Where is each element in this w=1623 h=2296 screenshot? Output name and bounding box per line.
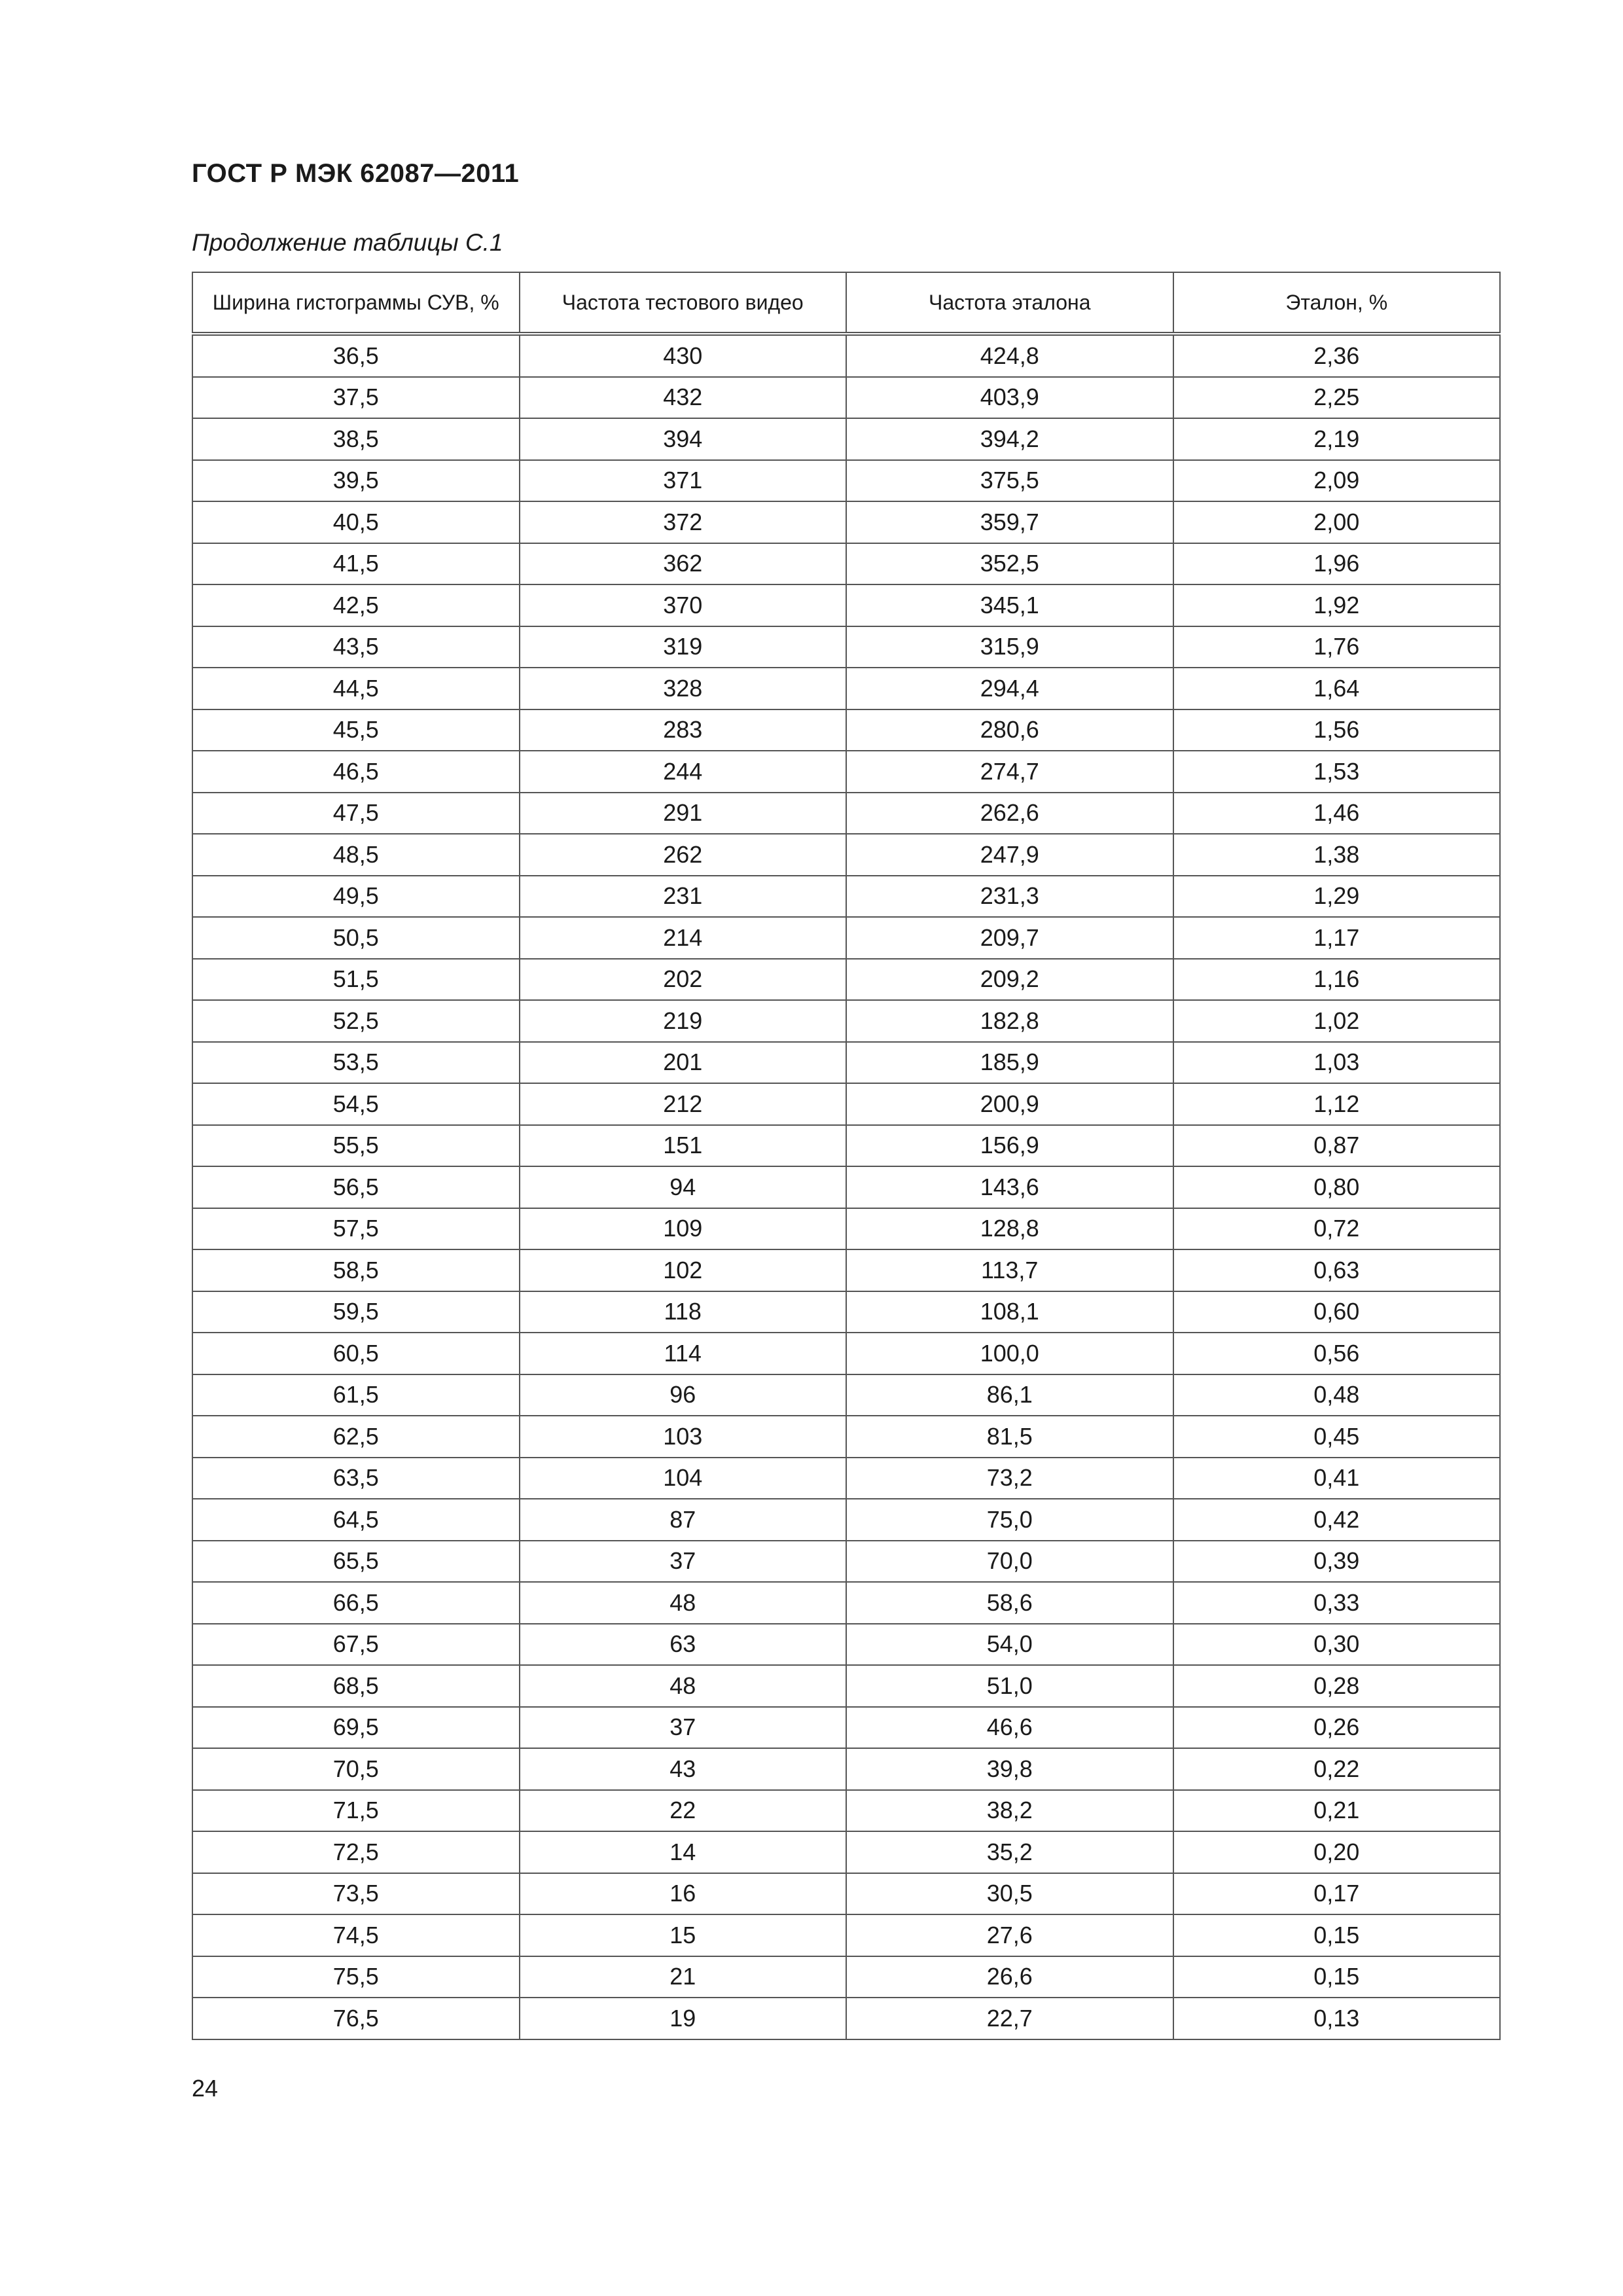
table-row: [192, 1873, 1500, 1915]
cell-reference-percent: 0,63: [1173, 1249, 1501, 1291]
cell-test-video-frequency: 102: [520, 1249, 847, 1291]
cell-reference-percent: 0,15: [1173, 1914, 1501, 1956]
cell-reference-percent: 1,16: [1173, 959, 1501, 1001]
table-body: [192, 334, 1500, 2039]
cell-reference-frequency: 200,9: [846, 1083, 1173, 1125]
cell-histogram-width: 54,5: [192, 1083, 520, 1125]
cell-test-video-frequency: 394: [520, 418, 847, 460]
cell-reference-percent: 0,60: [1173, 1291, 1501, 1333]
cell-reference-percent: 1,76: [1173, 626, 1501, 668]
table-header-row: [192, 272, 1500, 334]
cell-reference-frequency: 22,7: [846, 1998, 1173, 2039]
cell-test-video-frequency: 114: [520, 1333, 847, 1374]
cell-reference-percent: 1,29: [1173, 876, 1501, 918]
cell-reference-frequency: 100,0: [846, 1333, 1173, 1374]
table-row: [192, 917, 1500, 959]
cell-test-video-frequency: 96: [520, 1374, 847, 1416]
cell-histogram-width: 46,5: [192, 751, 520, 793]
cell-test-video-frequency: 214: [520, 917, 847, 959]
cell-histogram-width: 41,5: [192, 543, 520, 585]
cell-histogram-width: 55,5: [192, 1125, 520, 1167]
cell-test-video-frequency: 201: [520, 1042, 847, 1084]
table-row: [192, 543, 1500, 585]
cell-reference-frequency: 274,7: [846, 751, 1173, 793]
cell-test-video-frequency: 37: [520, 1541, 847, 1583]
cell-reference-frequency: 231,3: [846, 876, 1173, 918]
cell-histogram-width: 65,5: [192, 1541, 520, 1583]
cell-reference-percent: 0,39: [1173, 1541, 1501, 1583]
cell-reference-frequency: 27,6: [846, 1914, 1173, 1956]
table-row: [192, 418, 1500, 460]
table-row: [192, 1125, 1500, 1167]
cell-histogram-width: 38,5: [192, 418, 520, 460]
cell-reference-percent: 0,22: [1173, 1748, 1501, 1790]
table-row: [192, 1582, 1500, 1624]
page-number: 24: [192, 2075, 219, 2102]
cell-reference-frequency: 108,1: [846, 1291, 1173, 1333]
table-row: [192, 460, 1500, 502]
cell-test-video-frequency: 262: [520, 834, 847, 876]
table-row: [192, 584, 1500, 626]
cell-reference-frequency: 294,4: [846, 668, 1173, 709]
cell-reference-percent: 0,13: [1173, 1998, 1501, 2039]
table-row: [192, 1665, 1500, 1707]
cell-reference-percent: 0,87: [1173, 1125, 1501, 1167]
table-row: [192, 1790, 1500, 1832]
cell-reference-frequency: 359,7: [846, 501, 1173, 543]
cell-reference-frequency: 209,7: [846, 917, 1173, 959]
table-row: [192, 1000, 1500, 1042]
cell-reference-percent: 1,38: [1173, 834, 1501, 876]
cell-reference-percent: 0,80: [1173, 1166, 1501, 1208]
cell-reference-percent: 0,48: [1173, 1374, 1501, 1416]
cell-histogram-width: 52,5: [192, 1000, 520, 1042]
table-row: [192, 1374, 1500, 1416]
cell-reference-frequency: 38,2: [846, 1790, 1173, 1832]
cell-test-video-frequency: 63: [520, 1624, 847, 1666]
cell-reference-percent: 0,45: [1173, 1416, 1501, 1458]
table-row: [192, 1499, 1500, 1541]
cell-reference-frequency: 75,0: [846, 1499, 1173, 1541]
cell-test-video-frequency: 319: [520, 626, 847, 668]
cell-test-video-frequency: 432: [520, 377, 847, 419]
cell-reference-frequency: 375,5: [846, 460, 1173, 502]
cell-histogram-width: 64,5: [192, 1499, 520, 1541]
cell-histogram-width: 61,5: [192, 1374, 520, 1416]
table-caption: Продолжение таблицы С.1: [192, 229, 503, 256]
table-row: [192, 1998, 1500, 2039]
table-row: [192, 751, 1500, 793]
table-row: [192, 1166, 1500, 1208]
cell-histogram-width: 68,5: [192, 1665, 520, 1707]
cell-reference-percent: 1,96: [1173, 543, 1501, 585]
cell-histogram-width: 50,5: [192, 917, 520, 959]
cell-reference-frequency: 345,1: [846, 584, 1173, 626]
cell-test-video-frequency: 219: [520, 1000, 847, 1042]
cell-reference-frequency: 247,9: [846, 834, 1173, 876]
table-row: [192, 1914, 1500, 1956]
cell-reference-percent: 1,12: [1173, 1083, 1501, 1125]
cell-histogram-width: 73,5: [192, 1873, 520, 1915]
cell-reference-frequency: 315,9: [846, 626, 1173, 668]
cell-reference-frequency: 156,9: [846, 1125, 1173, 1167]
cell-histogram-width: 56,5: [192, 1166, 520, 1208]
table-row: [192, 1333, 1500, 1374]
cell-reference-frequency: 26,6: [846, 1956, 1173, 1998]
cell-test-video-frequency: 87: [520, 1499, 847, 1541]
cell-histogram-width: 53,5: [192, 1042, 520, 1084]
cell-test-video-frequency: 109: [520, 1208, 847, 1250]
cell-test-video-frequency: 15: [520, 1914, 847, 1956]
cell-histogram-width: 59,5: [192, 1291, 520, 1333]
table-row: [192, 959, 1500, 1001]
table-row: [192, 1831, 1500, 1873]
cell-histogram-width: 63,5: [192, 1458, 520, 1499]
column-header-reference-percent: Эталон, %: [1173, 272, 1501, 334]
cell-reference-percent: 1,17: [1173, 917, 1501, 959]
cell-reference-percent: 1,46: [1173, 793, 1501, 834]
cell-reference-frequency: 51,0: [846, 1665, 1173, 1707]
table-row: [192, 1624, 1500, 1666]
table-row: [192, 626, 1500, 668]
cell-histogram-width: 60,5: [192, 1333, 520, 1374]
cell-reference-frequency: 58,6: [846, 1582, 1173, 1624]
cell-histogram-width: 69,5: [192, 1707, 520, 1749]
table-row: [192, 1748, 1500, 1790]
cell-test-video-frequency: 37: [520, 1707, 847, 1749]
cell-histogram-width: 51,5: [192, 959, 520, 1001]
cell-reference-percent: 0,30: [1173, 1624, 1501, 1666]
cell-reference-percent: 0,33: [1173, 1582, 1501, 1624]
cell-reference-percent: 0,26: [1173, 1707, 1501, 1749]
cell-histogram-width: 76,5: [192, 1998, 520, 2039]
table-row: [192, 334, 1500, 377]
table-row: [192, 876, 1500, 918]
cell-reference-percent: 1,92: [1173, 584, 1501, 626]
cell-histogram-width: 36,5: [192, 334, 520, 377]
cell-reference-frequency: 113,7: [846, 1249, 1173, 1291]
cell-histogram-width: 49,5: [192, 876, 520, 918]
cell-reference-percent: 0,20: [1173, 1831, 1501, 1873]
cell-reference-percent: 1,02: [1173, 1000, 1501, 1042]
cell-histogram-width: 71,5: [192, 1790, 520, 1832]
table-row: [192, 1541, 1500, 1583]
cell-reference-frequency: 185,9: [846, 1042, 1173, 1084]
table-row: [192, 668, 1500, 709]
table-row: [192, 1416, 1500, 1458]
cell-reference-frequency: 39,8: [846, 1748, 1173, 1790]
cell-test-video-frequency: 430: [520, 334, 847, 377]
cell-test-video-frequency: 362: [520, 543, 847, 585]
column-header-reference-frequency: Частота эталона: [846, 272, 1173, 334]
table-row: [192, 1458, 1500, 1499]
cell-reference-percent: 0,28: [1173, 1665, 1501, 1707]
cell-histogram-width: 45,5: [192, 709, 520, 751]
cell-test-video-frequency: 291: [520, 793, 847, 834]
cell-reference-percent: 1,53: [1173, 751, 1501, 793]
cell-reference-percent: 2,36: [1173, 334, 1501, 377]
cell-histogram-width: 39,5: [192, 460, 520, 502]
table-row: [192, 1956, 1500, 1998]
cell-test-video-frequency: 231: [520, 876, 847, 918]
cell-reference-frequency: 352,5: [846, 543, 1173, 585]
cell-reference-percent: 2,09: [1173, 460, 1501, 502]
cell-test-video-frequency: 22: [520, 1790, 847, 1832]
table-row: [192, 1291, 1500, 1333]
cell-test-video-frequency: 48: [520, 1582, 847, 1624]
cell-test-video-frequency: 212: [520, 1083, 847, 1125]
cell-test-video-frequency: 19: [520, 1998, 847, 2039]
cell-reference-percent: 0,21: [1173, 1790, 1501, 1832]
cell-test-video-frequency: 16: [520, 1873, 847, 1915]
table-row: [192, 1249, 1500, 1291]
cell-reference-percent: 2,25: [1173, 377, 1501, 419]
cell-test-video-frequency: 21: [520, 1956, 847, 1998]
cell-reference-percent: 0,17: [1173, 1873, 1501, 1915]
table-row: [192, 501, 1500, 543]
cell-reference-frequency: 403,9: [846, 377, 1173, 419]
cell-reference-frequency: 46,6: [846, 1707, 1173, 1749]
cell-reference-frequency: 70,0: [846, 1541, 1173, 1583]
cell-histogram-width: 42,5: [192, 584, 520, 626]
cell-reference-frequency: 128,8: [846, 1208, 1173, 1250]
cell-reference-frequency: 73,2: [846, 1458, 1173, 1499]
cell-reference-frequency: 182,8: [846, 1000, 1173, 1042]
data-table: [192, 272, 1501, 2040]
cell-histogram-width: 44,5: [192, 668, 520, 709]
cell-reference-percent: 0,72: [1173, 1208, 1501, 1250]
cell-reference-frequency: 209,2: [846, 959, 1173, 1001]
cell-reference-percent: 1,64: [1173, 668, 1501, 709]
cell-reference-percent: 1,03: [1173, 1042, 1501, 1084]
table-row: [192, 709, 1500, 751]
cell-histogram-width: 75,5: [192, 1956, 520, 1998]
cell-histogram-width: 58,5: [192, 1249, 520, 1291]
cell-histogram-width: 70,5: [192, 1748, 520, 1790]
cell-reference-percent: 1,56: [1173, 709, 1501, 751]
cell-histogram-width: 43,5: [192, 626, 520, 668]
cell-reference-frequency: 81,5: [846, 1416, 1173, 1458]
table-row: [192, 1707, 1500, 1749]
table-row: [192, 834, 1500, 876]
cell-reference-frequency: 280,6: [846, 709, 1173, 751]
column-header-histogram-width: Ширина гистограммы СУВ, %: [192, 272, 520, 334]
cell-test-video-frequency: 103: [520, 1416, 847, 1458]
cell-reference-percent: 2,19: [1173, 418, 1501, 460]
cell-reference-frequency: 394,2: [846, 418, 1173, 460]
cell-histogram-width: 72,5: [192, 1831, 520, 1873]
table-row: [192, 1083, 1500, 1125]
table-row: [192, 1042, 1500, 1084]
cell-reference-frequency: 262,6: [846, 793, 1173, 834]
cell-histogram-width: 40,5: [192, 501, 520, 543]
cell-test-video-frequency: 370: [520, 584, 847, 626]
column-header-test-video-frequency: Частота тестового видео: [520, 272, 847, 334]
table-row: [192, 1208, 1500, 1250]
cell-histogram-width: 62,5: [192, 1416, 520, 1458]
table-header: [192, 272, 1500, 334]
cell-reference-percent: 0,41: [1173, 1458, 1501, 1499]
cell-reference-frequency: 424,8: [846, 334, 1173, 377]
cell-reference-frequency: 54,0: [846, 1624, 1173, 1666]
cell-reference-frequency: 35,2: [846, 1831, 1173, 1873]
cell-test-video-frequency: 371: [520, 460, 847, 502]
cell-test-video-frequency: 202: [520, 959, 847, 1001]
cell-reference-frequency: 143,6: [846, 1166, 1173, 1208]
table-row: [192, 793, 1500, 834]
cell-histogram-width: 66,5: [192, 1582, 520, 1624]
cell-reference-percent: 0,15: [1173, 1956, 1501, 1998]
cell-test-video-frequency: 244: [520, 751, 847, 793]
cell-histogram-width: 47,5: [192, 793, 520, 834]
cell-reference-percent: 2,00: [1173, 501, 1501, 543]
cell-histogram-width: 67,5: [192, 1624, 520, 1666]
document-header: ГОСТ Р МЭК 62087—2011: [192, 159, 520, 188]
cell-test-video-frequency: 118: [520, 1291, 847, 1333]
cell-test-video-frequency: 43: [520, 1748, 847, 1790]
cell-histogram-width: 74,5: [192, 1914, 520, 1956]
cell-reference-percent: 0,56: [1173, 1333, 1501, 1374]
cell-histogram-width: 57,5: [192, 1208, 520, 1250]
cell-test-video-frequency: 151: [520, 1125, 847, 1167]
cell-histogram-width: 37,5: [192, 377, 520, 419]
cell-histogram-width: 48,5: [192, 834, 520, 876]
cell-reference-frequency: 30,5: [846, 1873, 1173, 1915]
table-row: [192, 377, 1500, 419]
cell-test-video-frequency: 48: [520, 1665, 847, 1707]
cell-test-video-frequency: 104: [520, 1458, 847, 1499]
cell-reference-frequency: 86,1: [846, 1374, 1173, 1416]
cell-test-video-frequency: 14: [520, 1831, 847, 1873]
cell-reference-percent: 0,42: [1173, 1499, 1501, 1541]
cell-test-video-frequency: 372: [520, 501, 847, 543]
cell-test-video-frequency: 283: [520, 709, 847, 751]
cell-test-video-frequency: 328: [520, 668, 847, 709]
cell-test-video-frequency: 94: [520, 1166, 847, 1208]
